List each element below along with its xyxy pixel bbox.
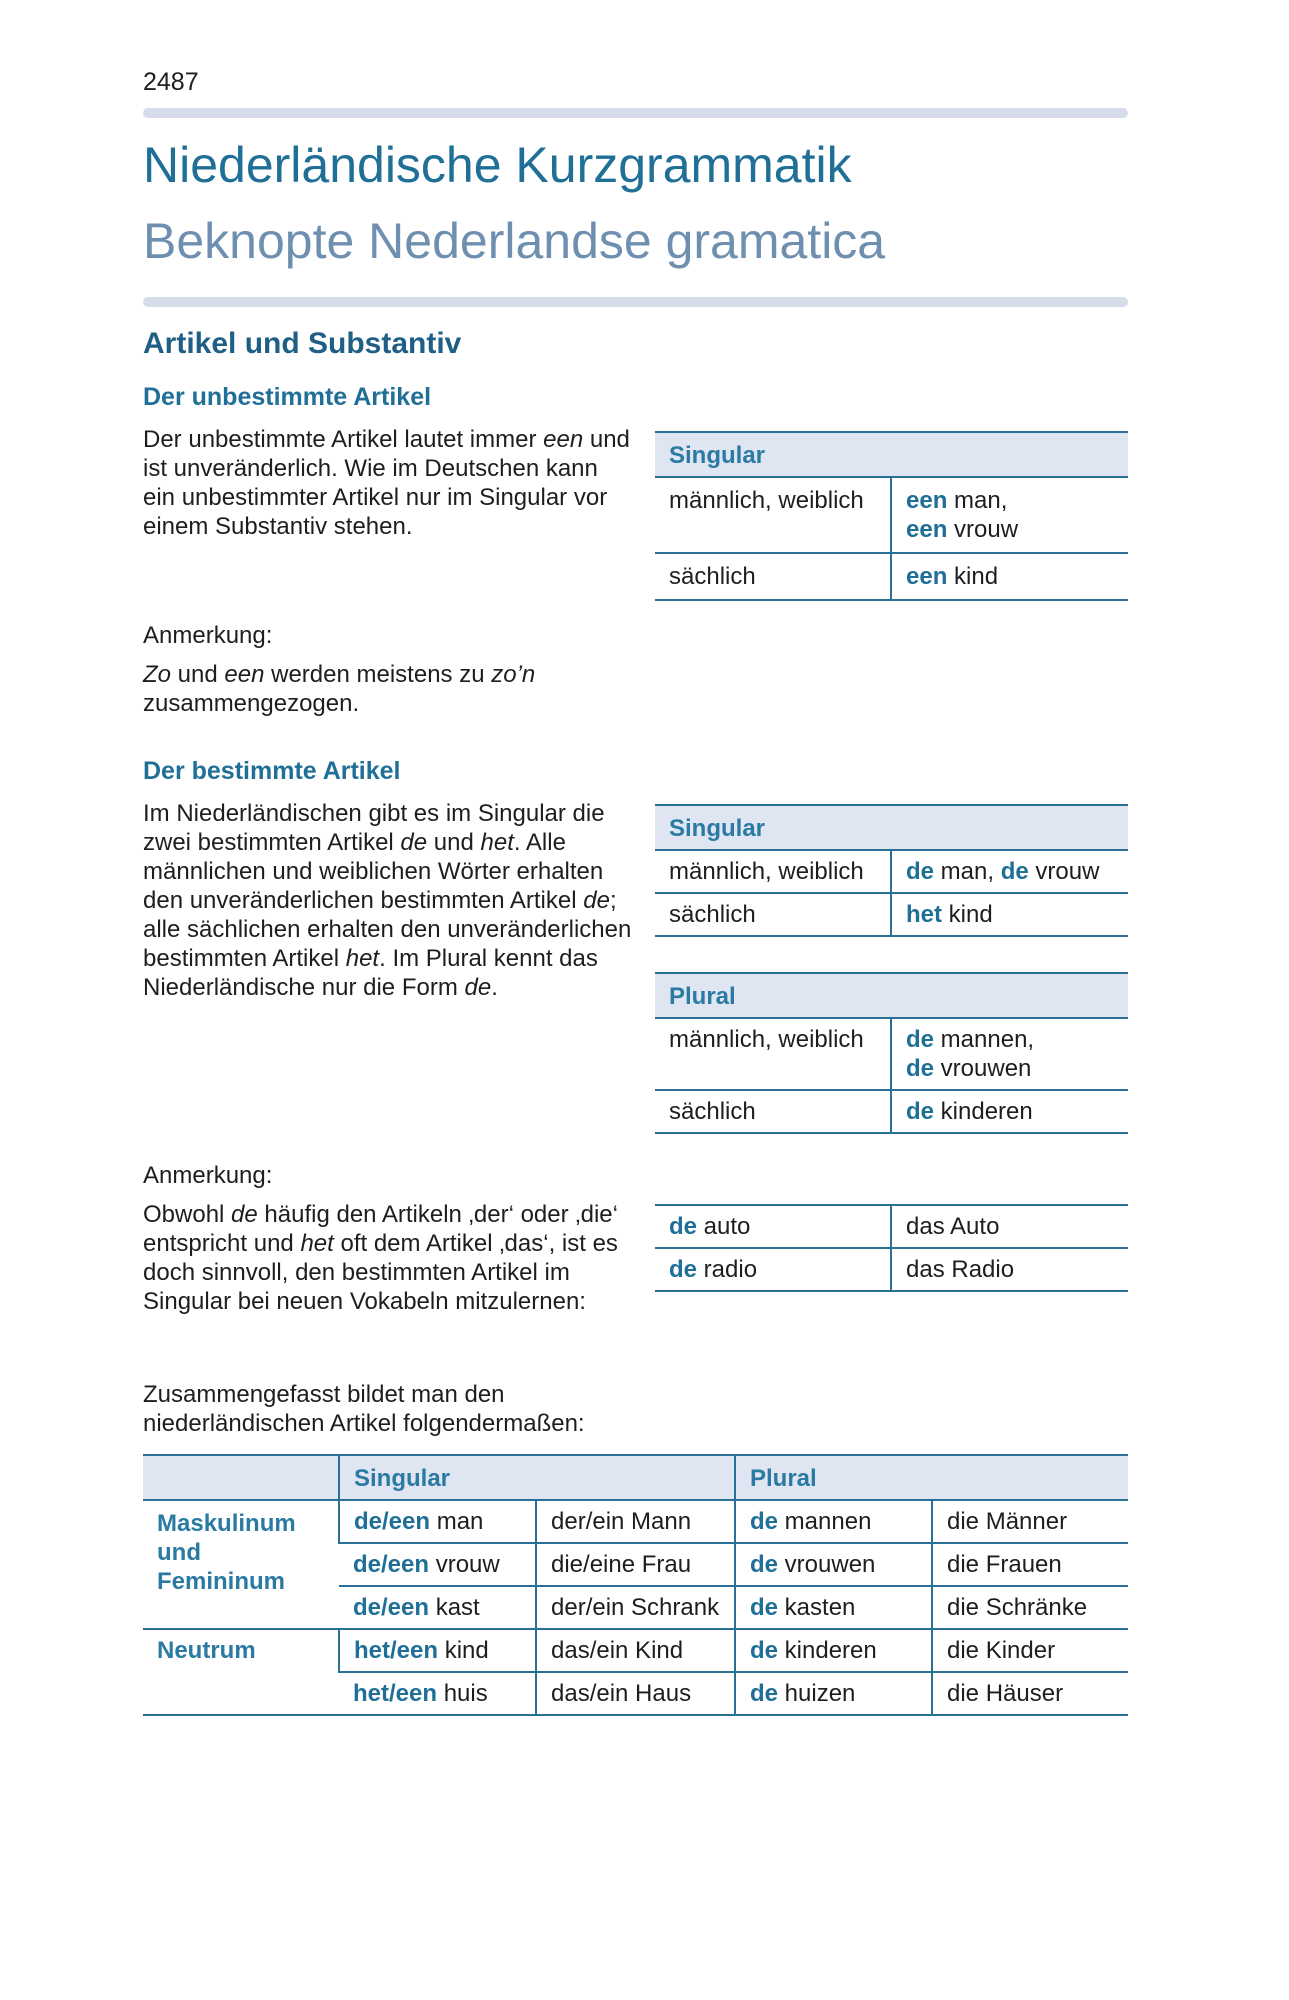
def-row-value: de kinderen bbox=[891, 1090, 1128, 1133]
indef-row-label: sächlich bbox=[655, 553, 891, 600]
example-german: das Radio bbox=[891, 1248, 1128, 1291]
def-plural-table bbox=[655, 972, 1128, 1134]
summary-de-plural: die Häuser bbox=[932, 1672, 1128, 1715]
def-row-label: männlich, weiblich bbox=[655, 1018, 891, 1090]
indef-row-label: männlich, weiblich bbox=[655, 477, 891, 553]
def-singular-table bbox=[655, 804, 1128, 937]
summary-group-masc-fem: Maskulinum und Femininum bbox=[143, 1500, 339, 1629]
summary-de-singular: der/ein Mann bbox=[536, 1500, 735, 1543]
example-dutch: de auto bbox=[655, 1205, 891, 1248]
summary-de-plural: die Männer bbox=[932, 1500, 1128, 1543]
summary-nl-plural: de vrouwen bbox=[735, 1543, 932, 1586]
page-number: 2487 bbox=[143, 68, 199, 96]
summary-nl-plural: de kasten bbox=[735, 1586, 932, 1629]
example-dutch: de radio bbox=[655, 1248, 891, 1291]
indef-row-value: een kind bbox=[891, 553, 1128, 600]
summary-nl-singular: het/een huis bbox=[339, 1672, 536, 1715]
indef-table bbox=[655, 431, 1128, 601]
summary-de-plural: die Kinder bbox=[932, 1629, 1128, 1672]
def-note-label: Anmerkung: bbox=[143, 1162, 273, 1189]
summary-nl-plural: de huizen bbox=[735, 1672, 932, 1715]
def-paragraph: Im Niederländischen gibt es im Singular die zwei bestimmten Artikel de und het. Alle männlichen und weiblichen Wörter erhalten den unveränderlichen bestimmten Artikel de; alle sächlichen erhalten den unveränderlichen bestimmten Artikel het. Im Plural kennt das Niederländische nur die Form de. bbox=[143, 800, 632, 1001]
indef-note-label: Anmerkung: bbox=[143, 622, 273, 649]
indef-heading: Der unbestimmte Artikel bbox=[143, 383, 432, 411]
title-german: Niederländische Kurzgrammatik bbox=[143, 137, 852, 193]
summary-table bbox=[143, 1454, 1128, 1716]
summary-nl-singular: de/een man bbox=[339, 1500, 536, 1543]
summary-de-singular: das/ein Haus bbox=[536, 1672, 735, 1715]
example-table bbox=[655, 1204, 1128, 1292]
summary-nl-plural: de mannen bbox=[735, 1500, 932, 1543]
def-row-label: sächlich bbox=[655, 1090, 891, 1133]
def-row-value: de man, de vrouw bbox=[891, 850, 1128, 893]
summary-nl-singular: de/een kast bbox=[339, 1586, 536, 1629]
summary-de-singular: das/ein Kind bbox=[536, 1629, 735, 1672]
def-row-label: sächlich bbox=[655, 893, 891, 936]
summary-intro: Zusammengefasst bildet man den niederländischen Artikel folgendermaßen: bbox=[143, 1381, 585, 1437]
summary-nl-singular: het/een kind bbox=[339, 1629, 536, 1672]
summary-de-plural: die Schränke bbox=[932, 1586, 1128, 1629]
indef-note-text: Zo und een werden meistens zu zo’n zusammengezogen. bbox=[143, 661, 536, 717]
def-row-value: het kind bbox=[891, 893, 1128, 936]
summary-de-singular: der/ein Schrank bbox=[536, 1586, 735, 1629]
def-singular-header: Singular bbox=[655, 805, 1128, 850]
def-plural-header: Plural bbox=[655, 973, 1128, 1018]
summary-nl-plural: de kinderen bbox=[735, 1629, 932, 1672]
summary-group-neutrum: Neutrum bbox=[143, 1629, 339, 1715]
summary-de-singular: die/eine Frau bbox=[536, 1543, 735, 1586]
summary-plural-header: Plural bbox=[735, 1455, 1128, 1500]
title-dutch: Beknopte Nederlandse gramatica bbox=[143, 213, 886, 269]
summary-corner bbox=[143, 1455, 339, 1500]
top-rule bbox=[143, 108, 1128, 118]
summary-singular-header: Singular bbox=[339, 1455, 735, 1500]
def-note-text: Obwohl de häufig den Artikeln ‚der‘ oder ‚die‘ entspricht und het oft dem Artikel ‚das‘, ist es doch sinnvoll, den bestimmten Artikel im Singular bei neuen Vokabeln mitzulernen: bbox=[143, 1201, 618, 1315]
def-heading: Der bestimmte Artikel bbox=[143, 757, 401, 785]
example-german: das Auto bbox=[891, 1205, 1128, 1248]
summary-nl-singular: de/een vrouw bbox=[339, 1543, 536, 1586]
section-heading: Artikel und Substantiv bbox=[143, 327, 462, 360]
indef-row-value: een man, een vrouw bbox=[891, 477, 1128, 553]
def-row-value: de mannen, de vrouwen bbox=[891, 1018, 1128, 1090]
def-row-label: männlich, weiblich bbox=[655, 850, 891, 893]
indef-paragraph: Der unbestimmte Artikel lautet immer een und ist unveränderlich. Wie im Deutschen kann ein unbestimmter Artikel nur im Singular vor einem Substantiv stehen. bbox=[143, 426, 630, 540]
title-rule bbox=[143, 297, 1128, 307]
summary-de-plural: die Frauen bbox=[932, 1543, 1128, 1586]
indef-singular-header: Singular bbox=[655, 432, 1128, 477]
